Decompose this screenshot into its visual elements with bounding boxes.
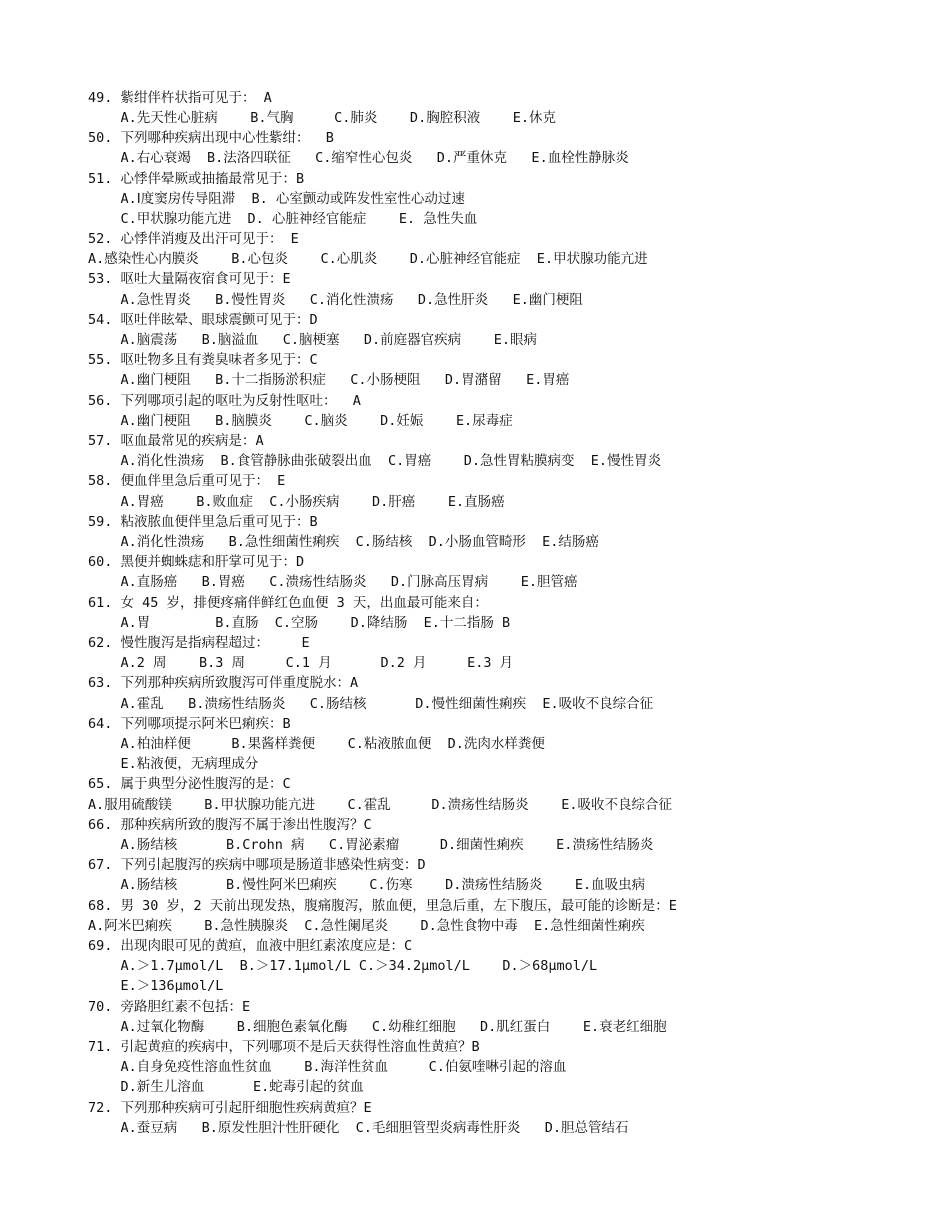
question-56: 56. 下列哪项引起的呕吐为反射性呕吐： A bbox=[88, 393, 361, 409]
question-54: 54. 呕吐伴眩晕、眼球震颤可见于：D bbox=[88, 312, 318, 328]
question-64: 64. 下列哪项提示阿米巴痢疾：B bbox=[88, 716, 291, 732]
question-61: 61. 女 45 岁，排便疼痛伴鲜红色血便 3 天，出血最可能来自： bbox=[88, 595, 488, 611]
options-64-line1: A.柏油样便 B.果酱样粪便 C.粘液脓血便 D.洗肉水样粪便 bbox=[88, 736, 545, 752]
options-71-line1: A.自身免疫性溶血性贫血 B.海洋性贫血 C.伯氨喹啉引起的溶血 bbox=[88, 1059, 567, 1075]
question-49: 49. 紫绀伴杵状指可见于： A bbox=[88, 90, 272, 106]
options-64-line2: E.粘液便，无病理成分 bbox=[88, 756, 259, 772]
question-70: 70. 旁路胆红素不包括：E bbox=[88, 999, 251, 1015]
question-59: 59. 粘液脓血便伴里急后重可见于：B bbox=[88, 514, 318, 530]
options-54: A.脑震荡 B.脑溢血 C.脑梗塞 D.前庭器官疾病 E.眼病 bbox=[88, 332, 537, 348]
question-57: 57. 呕血最常见的疾病是：A bbox=[88, 433, 264, 449]
options-57: A.消化性溃疡 B.食管静脉曲张破裂出血 C.胃癌 D.急性胃粘膜病变 E.慢性胃炎 bbox=[88, 453, 662, 469]
options-55: A.幽门梗阻 B.十二指肠淤积症 C.小肠梗阻 D.胃潴留 E.胃癌 bbox=[88, 372, 570, 388]
options-59: A.消化性溃疡 B.急性细菌性痢疾 C.肠结核 D.小肠血管畸形 E.结肠癌 bbox=[88, 534, 599, 550]
question-68: 68. 男 30 岁，2 天前出现发热，腹痛腹泻，脓血便，里急后重，左下腹压，最可能的诊断是：E bbox=[88, 898, 677, 914]
options-50: A.右心衰竭 B.法洛四联征 C.缩窄性心包炎 D.严重休克 E.血栓性静脉炎 bbox=[88, 150, 629, 166]
options-52: A.感染性心内膜炎 B.心包炎 C.心肌炎 D.心脏神经官能症 E.甲状腺功能亢进 bbox=[88, 251, 648, 267]
options-58: A.胃癌 B.败血症 C.小肠疾病 D.肝癌 E.直肠癌 bbox=[88, 494, 505, 510]
question-58: 58. 便血伴里急后重可见于： E bbox=[88, 473, 286, 489]
question-55: 55. 呕吐物多且有粪臭味者多见于：C bbox=[88, 352, 318, 368]
options-62: A.2 周 B.3 周 C.1 月 D.2 月 E.3 月 bbox=[88, 655, 514, 671]
question-50: 50. 下列哪种疾病出现中心性紫绀： B bbox=[88, 130, 334, 146]
options-72: A.蚕豆病 B.原发性胆汁性肝硬化 C.毛细胆管型炎病毒性肝炎 D.胆总管结石 bbox=[88, 1120, 629, 1136]
question-67: 67. 下列引起腹泻的疾病中哪项是肠道非感染性病变：D bbox=[88, 857, 426, 873]
options-51-line1: A.Ⅰ度窦房传导阻滞 B. 心室颤动或阵发性室性心动过速 bbox=[88, 191, 465, 207]
options-71-line2: D.新生儿溶血 E.蛇毒引起的贫血 bbox=[88, 1079, 364, 1095]
question-63: 63. 下列那种疾病所致腹泻可伴重度脱水：A bbox=[88, 675, 359, 691]
question-53: 53. 呕吐大量隔夜宿食可见于：E bbox=[88, 271, 291, 287]
question-60: 60. 黑便并蜘蛛痣和肝掌可见于：D bbox=[88, 554, 305, 570]
question-62: 62. 慢性腹泻是指病程超过： E bbox=[88, 635, 310, 651]
options-60: A.直肠癌 B.胃癌 C.溃疡性结肠炎 D.门脉高压胃病 E.胆管癌 bbox=[88, 574, 578, 590]
question-65: 65. 属于典型分泌性腹泻的是：C bbox=[88, 776, 291, 792]
options-63: A.霍乱 B.溃疡性结肠炎 C.肠结核 D.慢性细菌性痢疾 E.吸收不良综合征 bbox=[88, 696, 654, 712]
question-52: 52. 心悸伴消瘦及出汗可见于： E bbox=[88, 231, 299, 247]
options-53: A.急性胃炎 B.慢性胃炎 C.消化性溃疡 D.急性肝炎 E.幽门梗阻 bbox=[88, 292, 583, 308]
question-71: 71. 引起黄疸的疾病中，下列哪项不是后天获得性溶血性黄疸？B bbox=[88, 1039, 480, 1055]
options-69-line1: A.＞1.7μmol/L B.＞17.1μmol/L C.＞34.2μmol/L D.＞68μmol/L bbox=[88, 958, 598, 974]
question-66: 66. 那种疾病所致的腹泻不属于渗出性腹泻？C bbox=[88, 817, 372, 833]
options-69-line2: E.＞136μmol/L bbox=[88, 978, 224, 994]
options-61: A.胃 B.直肠 C.空肠 D.降结肠 E.十二指肠 B bbox=[88, 615, 511, 631]
options-66: A.肠结核 B.Crohn 病 C.胃泌素瘤 D.细菌性痢疾 E.溃疡性结肠炎 bbox=[88, 837, 654, 853]
options-67: A.肠结核 B.慢性阿米巴痢疾 C.伤寒 D.溃疡性结肠炎 E.血吸虫病 bbox=[88, 877, 646, 893]
options-70: A.过氧化物酶 B.细胞色素氧化酶 C.幼稚红细胞 D.肌红蛋白 E.衰老红细胞 bbox=[88, 1019, 667, 1035]
options-56: A.幽门梗阻 B.脑膜炎 C.脑炎 D.妊娠 E.尿毒症 bbox=[88, 413, 513, 429]
question-51: 51. 心悸伴晕厥或抽搐最常见于：B bbox=[88, 171, 305, 187]
question-72: 72. 下列那种疾病可引起肝细胞性疾病黄疸？E bbox=[88, 1100, 372, 1116]
options-68: A.阿米巴痢疾 B.急性胰腺炎 C.急性阑尾炎 D.急性食物中毒 E.急性细菌性痢疾 bbox=[88, 918, 645, 934]
options-65: A.服用硫酸镁 B.甲状腺功能亢进 C.霍乱 D.溃疡性结肠炎 E.吸收不良综合征 bbox=[88, 797, 672, 813]
options-51-line2: C.甲状腺功能亢进 D. 心脏神经官能症 E. 急性失血 bbox=[88, 211, 478, 227]
options-49: A.先天性心脏病 B.气胸 C.肺炎 D.胸腔积液 E.休克 bbox=[88, 110, 556, 126]
question-69: 69. 出现肉眼可见的黄疸，血液中胆红素浓度应是：C bbox=[88, 938, 413, 954]
